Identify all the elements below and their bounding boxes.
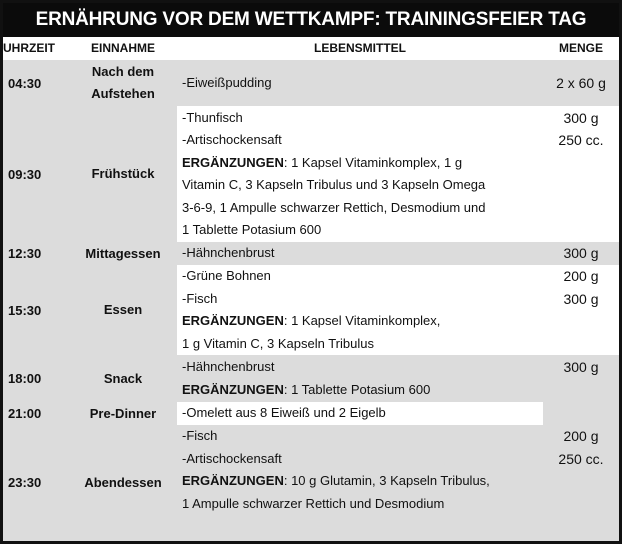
- food-text: [177, 107, 543, 130]
- table-row: [3, 60, 619, 106]
- food-item: -Thunfisch: [182, 109, 243, 125]
- amount-cell: [543, 152, 619, 175]
- table-title: ERNÄHRUNG VOR DEM WETTKAMPF: TRAININGSFEIER TAG: [3, 3, 619, 37]
- supplements-label: ERGÄNZUNGEN: [182, 473, 284, 488]
- food-line: [177, 107, 619, 130]
- food-line: [177, 197, 619, 220]
- food-line: [177, 379, 619, 402]
- food-item: -Hähnchenbrust: [182, 245, 275, 261]
- amount-cell: [543, 174, 619, 197]
- food-text: [177, 493, 543, 516]
- meal-cell: Pre-Dinner: [89, 405, 157, 421]
- food-text: [177, 379, 543, 402]
- food-text: [177, 197, 543, 220]
- row-label-cells: [3, 106, 177, 242]
- food-line: [177, 402, 619, 425]
- time-cell: 18:00: [8, 371, 42, 386]
- row-label-cells: [3, 355, 177, 402]
- header-amount: MENGE: [558, 41, 603, 55]
- food-text: [177, 310, 543, 333]
- food-item: : 10 g Glutamin, 3 Kapseln Tribulus,: [283, 473, 490, 488]
- amount-cell: 2 x 60 g: [556, 74, 606, 91]
- food-text: [177, 470, 543, 493]
- food-text: [177, 288, 543, 311]
- amount-cell: 300 g: [563, 290, 599, 307]
- food-line: [177, 425, 619, 448]
- food-line: [177, 356, 619, 379]
- food-text: [177, 129, 543, 152]
- time-cell: 23:30: [8, 475, 42, 490]
- food-line: [177, 310, 619, 333]
- food-cells: [177, 60, 619, 106]
- food-item: -Eiweißpudding: [182, 74, 272, 90]
- table-row: [3, 242, 619, 265]
- meal-cell: Frühstück: [91, 166, 155, 181]
- food-cells: [177, 402, 619, 425]
- header-row: [3, 37, 619, 60]
- food-line: [177, 493, 619, 516]
- food-text: [177, 425, 543, 448]
- food-line: [177, 470, 619, 493]
- amount-cell: [543, 379, 619, 402]
- food-item: : 1 Kapsel Vitaminkomplex,: [283, 313, 441, 328]
- row-label-cells: [3, 402, 177, 425]
- amount-cell: 300 g: [563, 359, 599, 375]
- food-text: [177, 174, 543, 197]
- time-cell: 09:30: [8, 166, 42, 182]
- food-text: [177, 219, 543, 242]
- food-text: [177, 265, 543, 288]
- food-item: 1 g Vitamin C, 3 Kapseln Tribulus: [182, 335, 374, 351]
- food-cells: [177, 265, 619, 355]
- food-text: [177, 448, 543, 471]
- food-item: -Fisch: [182, 290, 218, 306]
- amount-cell: [543, 493, 619, 516]
- food-cells: [177, 355, 619, 402]
- supplements-label: ERGÄNZUNGEN: [182, 381, 284, 397]
- amount-cell: [543, 402, 619, 425]
- food-text: [177, 333, 543, 356]
- meal-cell: Snack: [103, 370, 143, 386]
- food-line: [177, 265, 619, 288]
- food-line: [177, 72, 619, 95]
- food-text: [177, 242, 543, 265]
- amount-cell: 250 cc.: [558, 450, 604, 467]
- row-label-cells: [3, 425, 177, 540]
- amount-cell: 250 cc.: [558, 132, 604, 148]
- table-row: [3, 265, 619, 355]
- food-cells: [177, 425, 619, 540]
- food-line: [177, 242, 619, 265]
- meal-cell: Abendessen: [84, 474, 162, 490]
- food-item: -Omelett aus 8 Eiweiß und 2 Eigelb: [182, 405, 386, 421]
- row-label-cells: [3, 60, 177, 106]
- food-text: [177, 402, 543, 425]
- amount-cell: [543, 310, 619, 333]
- food-item: : 1 Tablette Potasium 600: [283, 381, 431, 397]
- food-cells: [177, 242, 619, 265]
- table-row: [3, 402, 619, 425]
- food-line: [177, 448, 619, 471]
- food-line: [177, 174, 619, 197]
- header-food: LEBENSMITTEL: [314, 41, 406, 55]
- amount-cell: 300 g: [563, 109, 599, 126]
- food-item: -Artischockensaft: [182, 450, 282, 466]
- food-line: [177, 288, 619, 311]
- time-cell: 12:30: [8, 246, 42, 261]
- food-item: 1 Ampulle schwarzer Rettich und Desmodium: [182, 495, 445, 511]
- meal-cell: Mittagessen: [85, 245, 161, 261]
- meal-cell: Essen: [103, 302, 143, 317]
- header-meal: EINNAHME: [90, 41, 155, 55]
- table-row: [3, 355, 619, 402]
- food-text: [177, 72, 543, 95]
- table-body: [3, 60, 619, 540]
- food-item: Vitamin C, 3 Kapseln Tribulus und 3 Kapseln Omega: [182, 177, 486, 192]
- food-text: [177, 356, 543, 379]
- time-cell: 21:00: [8, 406, 42, 421]
- food-line: [177, 152, 619, 175]
- amount-cell: 200 g: [563, 428, 599, 444]
- time-cell: 15:30: [8, 302, 42, 318]
- row-label-cells: [3, 265, 177, 355]
- amount-cell: [543, 470, 619, 493]
- amount-cell: 200 g: [563, 268, 599, 284]
- food-item: 1 Tablette Potasium 600: [182, 222, 322, 237]
- table-row: [3, 425, 619, 540]
- food-line: [177, 219, 619, 242]
- header-time: UHRZEIT: [3, 41, 55, 55]
- food-cells: [177, 106, 619, 242]
- amount-cell: [543, 333, 619, 356]
- amount-cell: 300 g: [563, 245, 599, 262]
- supplements-label: ERGÄNZUNGEN: [182, 154, 284, 170]
- food-item: -Fisch: [182, 428, 218, 443]
- supplements-label: ERGÄNZUNGEN: [182, 313, 284, 328]
- food-line: [177, 129, 619, 152]
- food-item: -Grüne Bohnen: [182, 268, 271, 283]
- amount-cell: [543, 197, 619, 220]
- food-item: : 1 Kapsel Vitaminkomplex, 1 g: [283, 154, 463, 170]
- food-item: 3-6-9, 1 Ampulle schwarzer Rettich, Desmodium und: [182, 199, 486, 215]
- time-cell: 04:30: [8, 75, 42, 91]
- row-label-cells: [3, 242, 177, 265]
- meal-cell: Nach dem Aufstehen: [91, 64, 155, 101]
- food-item: -Artischockensaft: [182, 132, 282, 147]
- amount-cell: [543, 219, 619, 242]
- food-line: [177, 333, 619, 356]
- food-text: [177, 152, 543, 175]
- food-item: -Hähnchenbrust: [182, 359, 275, 374]
- table-row: [3, 106, 619, 242]
